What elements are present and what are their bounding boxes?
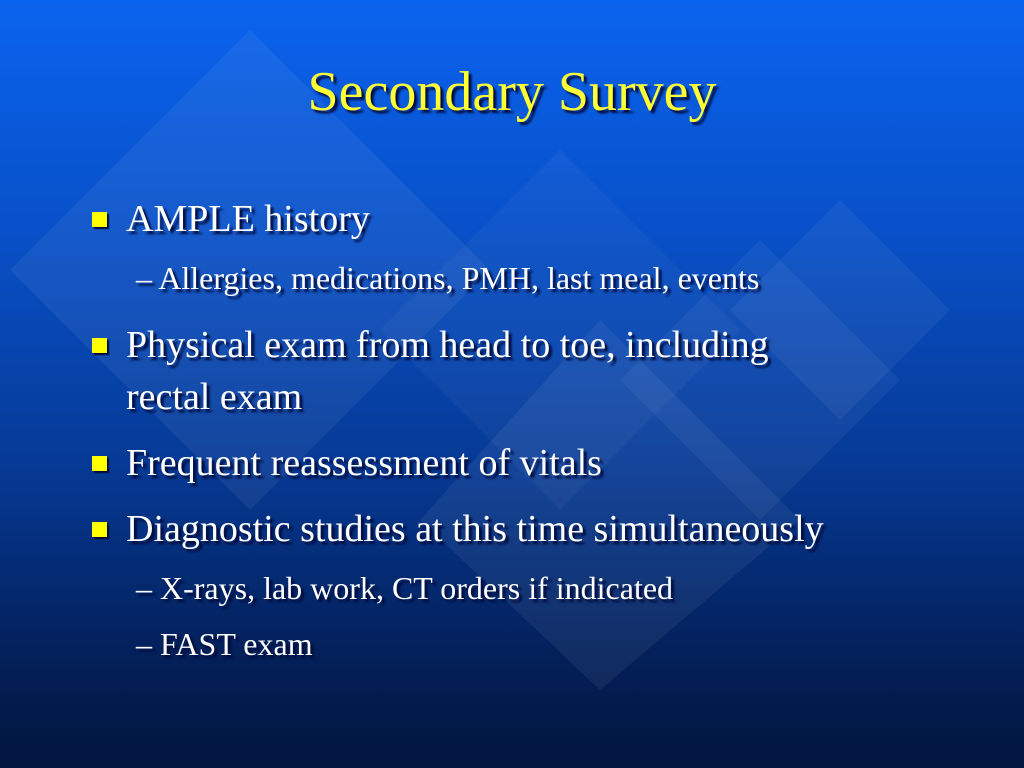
subitem-fast-exam: – FAST exam	[136, 626, 313, 662]
bullet-item-ample-history: AMPLE history	[126, 198, 370, 240]
bullet-square-icon	[92, 522, 107, 537]
slide-title: Secondary Survey	[307, 61, 717, 123]
subitem-ample-details: – Allergies, medications, PMH, last meal, events	[136, 260, 760, 296]
bullet-square-icon	[92, 212, 107, 227]
bullet-item-physical-exam-continued: rectal exam	[126, 376, 303, 418]
bullet-item-physical-exam: Physical exam from head to toe, including	[126, 324, 769, 366]
bullet-square-icon	[92, 456, 107, 471]
bullet-item-reassessment: Frequent reassessment of vitals	[126, 442, 602, 484]
bullet-item-diagnostic-studies: Diagnostic studies at this time simultaneously	[126, 508, 824, 550]
subitem-diagnostic-orders: – X-rays, lab work, CT orders if indicated	[136, 570, 674, 606]
bullet-square-icon	[92, 338, 107, 353]
